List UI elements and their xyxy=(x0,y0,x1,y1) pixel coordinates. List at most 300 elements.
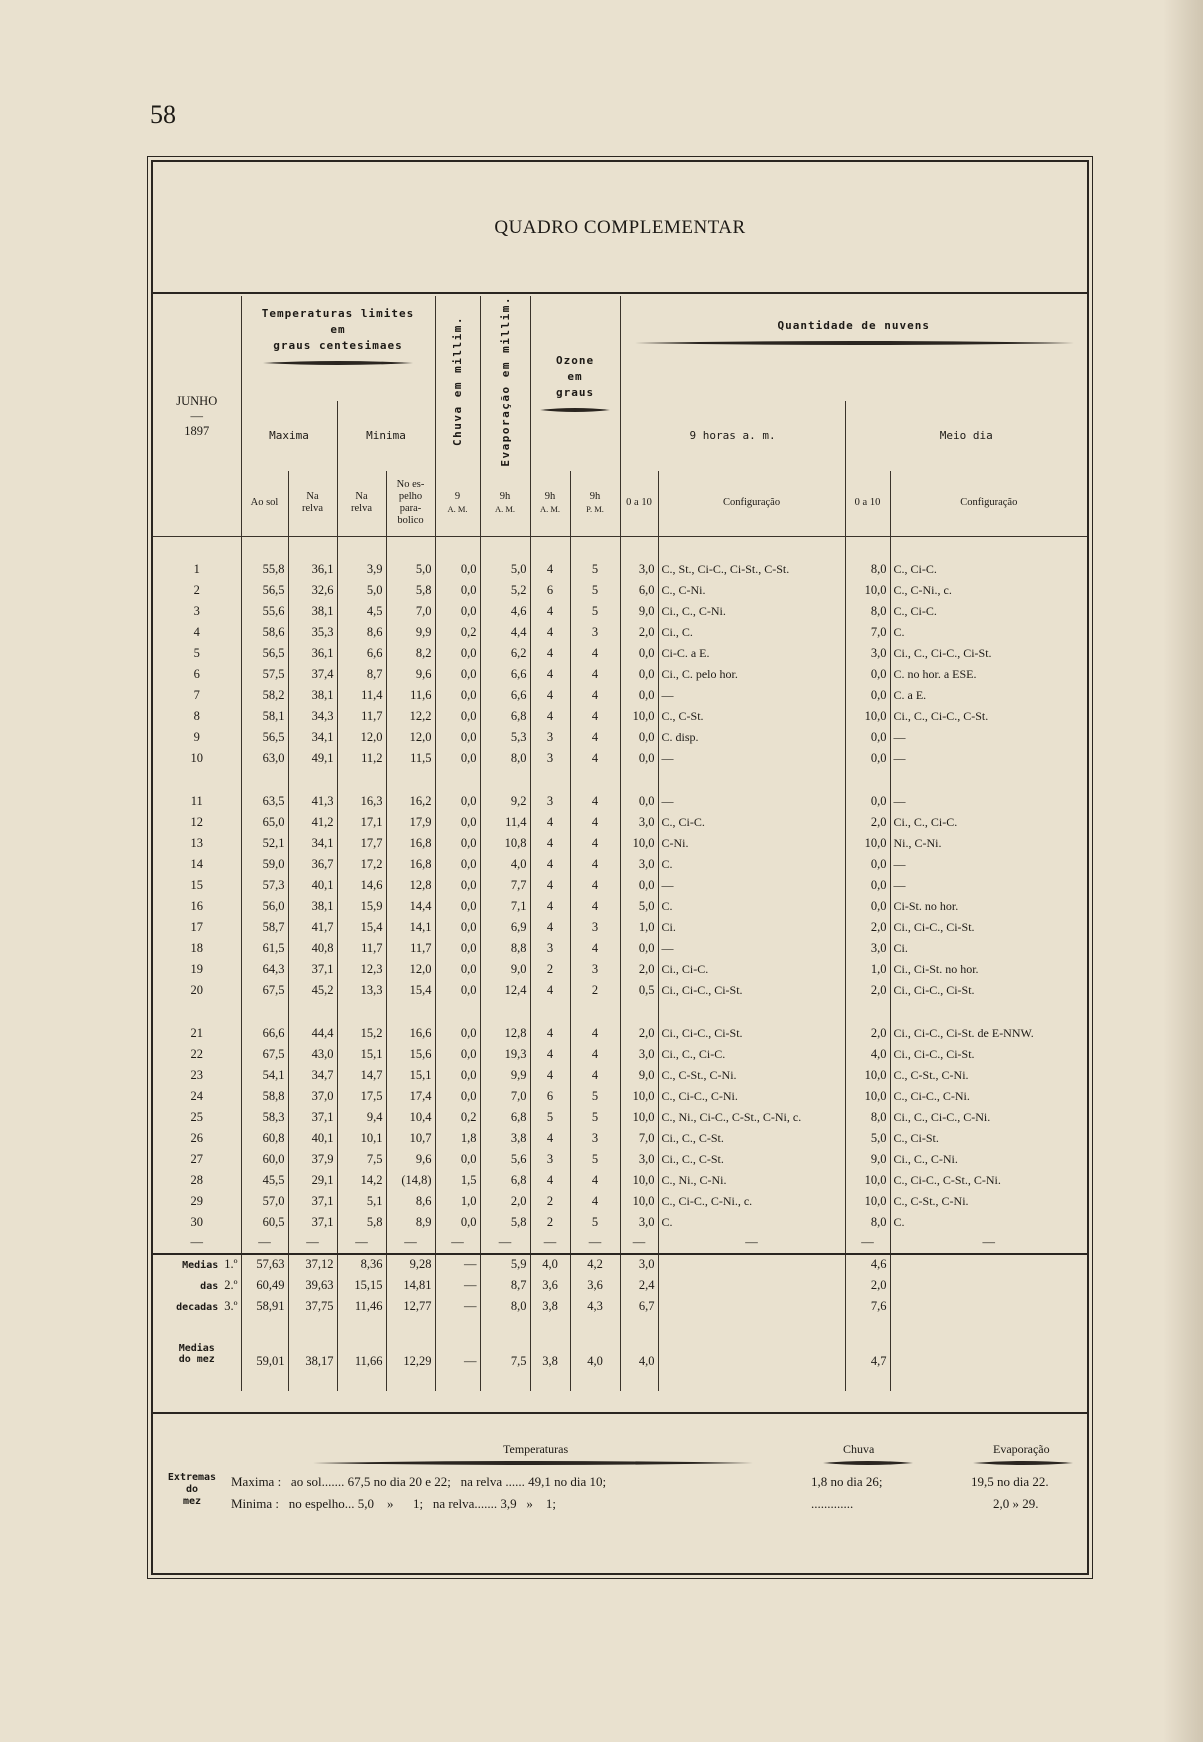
month-header: JUNHO — 1897 xyxy=(153,296,241,537)
extremes-temps-heading: Temperaturas xyxy=(503,1442,569,1456)
col-midday-0a10: 0 a 10 xyxy=(845,471,890,537)
table-cell: 9,28 xyxy=(386,1254,435,1275)
table-cell: 34,1 xyxy=(288,727,337,748)
table-cell: 6,7 xyxy=(620,1296,658,1317)
table-cell: 0,0 xyxy=(435,1065,480,1086)
table-cell: 11,4 xyxy=(337,685,386,706)
table-cell: 0,0 xyxy=(435,980,480,1001)
table-cell: 2,4 xyxy=(620,1275,658,1296)
table-cell: 60,0 xyxy=(241,1149,288,1170)
table-cell: 37,12 xyxy=(288,1254,337,1275)
table-cell: — xyxy=(658,685,845,706)
table-cell: 37,4 xyxy=(288,664,337,685)
table-cell: 4 xyxy=(570,833,620,854)
table-cell: Ci., Ci-C., Ci-St. xyxy=(893,919,975,934)
extremes-divider xyxy=(153,1412,1087,1414)
table-cell: 37,1 xyxy=(288,1212,337,1233)
table-cell: 11,4 xyxy=(480,812,530,833)
table-cell: 64,3 xyxy=(241,959,288,980)
table-cell: 0,0 xyxy=(845,685,890,706)
table-cell: 8,2 xyxy=(386,643,435,664)
table-cell: 2,0 xyxy=(620,1023,658,1044)
table-cell: 25 xyxy=(153,1107,241,1128)
table-cell: 58,3 xyxy=(241,1107,288,1128)
table-cell: 14,2 xyxy=(337,1170,386,1191)
table-cell: 4 xyxy=(153,622,241,643)
table-cell: 16,2 xyxy=(386,791,435,812)
table-cell: 56,0 xyxy=(241,896,288,917)
table-cell: 16,6 xyxy=(386,1023,435,1044)
table-cell: C., C-St., C-Ni. xyxy=(658,1065,845,1086)
table-cell: Ci., C., C-Ni. xyxy=(893,1151,958,1166)
table-cell: 11,5 xyxy=(386,748,435,769)
table-cell: 17,7 xyxy=(337,833,386,854)
table-cell: 38,1 xyxy=(288,896,337,917)
table-cell: 58,2 xyxy=(241,685,288,706)
table-cell: C., Ni., C-Ni. xyxy=(658,1170,845,1191)
table-cell xyxy=(658,1339,845,1369)
table-cell: 2 xyxy=(570,980,620,1001)
table-cell: 8,0 xyxy=(845,601,890,622)
table-cell: 60,49 xyxy=(241,1275,288,1296)
table-cell: 0,2 xyxy=(435,1107,480,1128)
table-cell: Ci., C. pelo hor. xyxy=(658,664,845,685)
table-cell: 4 xyxy=(530,643,570,664)
table-cell: 7,7 xyxy=(480,875,530,896)
page-shade xyxy=(1163,0,1203,1742)
month-mean-label-line: do mez xyxy=(178,1353,215,1365)
table-cell: — xyxy=(982,1235,996,1250)
table-cell: Ci. xyxy=(658,917,845,938)
table-cell: 41,2 xyxy=(288,812,337,833)
header-row-2 xyxy=(153,401,1087,470)
extremes-rain-max: 1,8 no dia 26; xyxy=(811,1474,883,1489)
table-cell: 12,8 xyxy=(386,875,435,896)
table-cell: 4 xyxy=(530,601,570,622)
table-cell: 65,0 xyxy=(241,812,288,833)
table-cell: 7,5 xyxy=(480,1339,530,1369)
table-cell: 4 xyxy=(530,980,570,1001)
table-cell: 9,0 xyxy=(845,1149,890,1170)
table-cell: C., C-St., C-Ni. xyxy=(893,1067,969,1082)
table-cell: 10,0 xyxy=(620,706,658,727)
table-cell: C., Ci-C., C-St., C-Ni. xyxy=(893,1172,1001,1187)
table-cell: 27 xyxy=(153,1149,241,1170)
clouds-group-header: Quantidade de nuvens xyxy=(620,296,1087,401)
table-cell: 5,8 xyxy=(386,580,435,601)
table-cell: 4 xyxy=(530,706,570,727)
table-cell: 4,6 xyxy=(845,1254,890,1275)
nine-hours-header: 9 horas a. m. xyxy=(620,401,845,470)
table-row xyxy=(153,980,1087,1001)
table-cell: 49,1 xyxy=(288,748,337,769)
table-cell: 45,5 xyxy=(241,1170,288,1191)
table-cell: 5,0 xyxy=(620,896,658,917)
table-row xyxy=(153,643,1087,664)
table-cell: 34,7 xyxy=(288,1065,337,1086)
table-cell: 40,8 xyxy=(288,938,337,959)
table-cell: 4,3 xyxy=(570,1296,620,1317)
table-cell: 15,15 xyxy=(337,1275,386,1296)
table-cell: 0,0 xyxy=(620,643,658,664)
table-cell: 40,1 xyxy=(288,1128,337,1149)
table-cell: 1,5 xyxy=(435,1170,480,1191)
table-cell: 11,2 xyxy=(337,748,386,769)
extremes-minima-line: Minima : no espelho... 5,0 » 1; na relva....... 3,9 » 1; xyxy=(231,1496,556,1511)
table-cell: 2,0 xyxy=(620,622,658,643)
table-cell: 7,5 xyxy=(337,1149,386,1170)
table-row xyxy=(153,685,1087,706)
table-cell: 63,5 xyxy=(241,791,288,812)
table-cell: 34,3 xyxy=(288,706,337,727)
table-cell: 0,0 xyxy=(435,601,480,622)
extremes-label: Extremas do mez xyxy=(167,1472,217,1507)
col-ozone-am: 9h A. M. xyxy=(530,471,570,537)
table-row xyxy=(153,812,1087,833)
table-row xyxy=(153,875,1087,896)
table-cell: 66,6 xyxy=(241,1023,288,1044)
table-cell xyxy=(658,1296,845,1317)
table-cell: 19 xyxy=(153,959,241,980)
table-cell: 1 xyxy=(153,559,241,580)
table-cell: 9,0 xyxy=(620,601,658,622)
table-cell: — xyxy=(530,1233,570,1254)
table-cell: 6 xyxy=(530,1086,570,1107)
table-cell: 37,1 xyxy=(288,959,337,980)
table-row xyxy=(153,1107,1087,1128)
table-cell: 1,0 xyxy=(435,1191,480,1212)
table-cell: 8,7 xyxy=(337,664,386,685)
table-cell: 3 xyxy=(153,601,241,622)
col-ozone-pm: 9h P. M. xyxy=(570,471,620,537)
table-cell: 8,0 xyxy=(480,748,530,769)
table-cell: 3 xyxy=(570,622,620,643)
table-cell: 4 xyxy=(570,706,620,727)
decade-number: 3.º xyxy=(224,1298,238,1313)
table-cell: 10,0 xyxy=(620,1107,658,1128)
table-cell: 10,0 xyxy=(845,833,890,854)
table-cell: 44,4 xyxy=(288,1023,337,1044)
table-cell: — xyxy=(893,877,906,892)
table-cell: 4,7 xyxy=(845,1339,890,1369)
table-cell: 3 xyxy=(530,1149,570,1170)
table-cell: 8,6 xyxy=(386,1191,435,1212)
table-cell: 63,0 xyxy=(241,748,288,769)
table-cell: 16,8 xyxy=(386,854,435,875)
table-cell: 9,6 xyxy=(386,1149,435,1170)
table-cell: 38,17 xyxy=(288,1339,337,1369)
table-cell: Ci., Ci-St. no hor. xyxy=(893,961,979,976)
table-cell xyxy=(890,1296,1087,1317)
table-cell: 14,1 xyxy=(386,917,435,938)
table-cell: 45,2 xyxy=(288,980,337,1001)
table-cell: 9 xyxy=(153,727,241,748)
table-cell: 11 xyxy=(153,791,241,812)
table-cell xyxy=(890,1254,1087,1275)
table-cell: 36,1 xyxy=(288,643,337,664)
extremes-evap-min: 2,0 » 29. xyxy=(993,1496,1039,1511)
table-cell: 7,0 xyxy=(386,601,435,622)
table-cell: 4 xyxy=(530,1044,570,1065)
table-cell: 12,8 xyxy=(480,1023,530,1044)
table-cell: 3,6 xyxy=(530,1275,570,1296)
table-cell: 56,5 xyxy=(241,727,288,748)
table-cell: 4 xyxy=(530,1065,570,1086)
table-row xyxy=(153,1023,1087,1044)
table-cell: Ci., C., Ci-C. xyxy=(658,1044,845,1065)
table-cell: 0,0 xyxy=(435,938,480,959)
table-cell: 39,63 xyxy=(288,1275,337,1296)
table-cell: 4 xyxy=(570,685,620,706)
table-cell: 4 xyxy=(570,938,620,959)
table-cell: 17,2 xyxy=(337,854,386,875)
table-cell: — xyxy=(435,1233,480,1254)
table-cell: 0,0 xyxy=(845,727,890,748)
decade-group-label: Medias xyxy=(182,1260,219,1272)
decade-number: 2.º xyxy=(224,1277,238,1292)
table-cell: 58,91 xyxy=(241,1296,288,1317)
table-cell: 15,2 xyxy=(337,1023,386,1044)
table-cell: 5,8 xyxy=(337,1212,386,1233)
table-cell: 5,9 xyxy=(480,1254,530,1275)
table-cell: 56,5 xyxy=(241,580,288,601)
table-cell: 0,0 xyxy=(435,643,480,664)
table-cell: 0,0 xyxy=(435,875,480,896)
table-cell: 10,0 xyxy=(620,1170,658,1191)
table-cell: 24 xyxy=(153,1086,241,1107)
table-cell: 4 xyxy=(530,559,570,580)
table-cell: 14,81 xyxy=(386,1275,435,1296)
table-cell: 4 xyxy=(530,833,570,854)
extremes-evap-heading: Evaporação xyxy=(993,1442,1050,1456)
table-cell: 43,0 xyxy=(288,1044,337,1065)
table-cell: 52,1 xyxy=(241,833,288,854)
table-cell: 9,9 xyxy=(480,1065,530,1086)
table-cell: 57,0 xyxy=(241,1191,288,1212)
table-cell: 8,6 xyxy=(337,622,386,643)
table-cell: 4 xyxy=(530,685,570,706)
table-cell: 0,0 xyxy=(845,791,890,812)
table-cell: 4 xyxy=(570,1170,620,1191)
table-cell: 0,0 xyxy=(845,748,890,769)
table-cell: Ci. xyxy=(893,940,908,955)
table-row xyxy=(153,1128,1087,1149)
table-cell: 5 xyxy=(153,643,241,664)
table-cell: 14 xyxy=(153,854,241,875)
table-cell: C., Ci-C. xyxy=(658,812,845,833)
table-cell: Ci., C., C-St. xyxy=(658,1128,845,1149)
table-cell: 0,0 xyxy=(620,748,658,769)
table-cell: 3,0 xyxy=(845,643,890,664)
table-cell: 4,0 xyxy=(570,1339,620,1369)
table-cell: Ci., Ci-C., Ci-St. xyxy=(658,1023,845,1044)
decorative-rule-icon xyxy=(634,340,1074,346)
table-cell: 3,0 xyxy=(845,938,890,959)
table-cell: 55,6 xyxy=(241,601,288,622)
table-cell: 0,2 xyxy=(435,622,480,643)
decade-label xyxy=(153,1296,241,1317)
table-cell: 4 xyxy=(570,748,620,769)
table-frame xyxy=(151,160,1089,1575)
table-cell: 0,0 xyxy=(845,854,890,875)
table-cell: 4,4 xyxy=(480,622,530,643)
table-cell: 5,8 xyxy=(480,1212,530,1233)
table-cell: 54,1 xyxy=(241,1065,288,1086)
table-cell: — xyxy=(658,791,845,812)
extremes-maxima-line: Maxima : ao sol....... 67,5 no dia 20 e 22; na relva ...... 49,1 no dia 10; xyxy=(231,1474,607,1489)
table-cell: 4 xyxy=(530,622,570,643)
table-cell: 6,0 xyxy=(620,580,658,601)
decorative-rule-icon xyxy=(973,1460,1073,1466)
table-cell: 9,0 xyxy=(480,959,530,980)
table-cell: 3,6 xyxy=(570,1275,620,1296)
col-chuva-9am: 9 A. M. xyxy=(435,471,480,537)
table-cell: 7,0 xyxy=(845,622,890,643)
table-cell: Ci., Ci-C. xyxy=(658,959,845,980)
table-cell: 4 xyxy=(530,1023,570,1044)
table-cell: — xyxy=(893,729,906,744)
table-cell: 2 xyxy=(153,580,241,601)
table-cell: 4 xyxy=(530,896,570,917)
table-cell: 3 xyxy=(570,1128,620,1149)
table-cell: C. xyxy=(658,896,845,917)
table-cell: 6,6 xyxy=(337,643,386,664)
table-cell: C-Ni. xyxy=(658,833,845,854)
table-cell: 0,0 xyxy=(845,664,890,685)
table-cell: 4,0 xyxy=(480,854,530,875)
table-cell: 0,0 xyxy=(620,685,658,706)
table-cell: 0,0 xyxy=(435,1149,480,1170)
table-cell: 18 xyxy=(153,938,241,959)
table-cell: 58,1 xyxy=(241,706,288,727)
rain-header: Chuva em millim. xyxy=(435,296,480,471)
table-cell: 37,9 xyxy=(288,1149,337,1170)
table-cell: 56,5 xyxy=(241,643,288,664)
table-cell: 15,4 xyxy=(337,917,386,938)
table-cell: 4 xyxy=(530,664,570,685)
table-cell: 10,0 xyxy=(620,1191,658,1212)
table-cell: 10,1 xyxy=(337,1128,386,1149)
midday-header: Meio dia xyxy=(939,429,993,443)
decorative-rule-icon xyxy=(313,1460,753,1466)
table-cell: 6,8 xyxy=(480,1170,530,1191)
table-cell: 5,2 xyxy=(480,580,530,601)
table-cell: C., C-St., C-Ni. xyxy=(893,1193,969,1208)
table-cell: 15,1 xyxy=(386,1065,435,1086)
table-cell: — xyxy=(288,1233,337,1254)
header-row-3 xyxy=(153,471,1087,537)
table-row xyxy=(153,1149,1087,1170)
table-cell: 5,1 xyxy=(337,1191,386,1212)
table-cell: 2,0 xyxy=(845,980,890,1001)
table-cell: 10,0 xyxy=(845,706,890,727)
table-cell: 4,0 xyxy=(620,1339,658,1369)
table-cell: 12,2 xyxy=(386,706,435,727)
table-cell: C., Ci-C. xyxy=(893,603,937,618)
table-row xyxy=(153,748,1087,769)
table-row xyxy=(153,791,1087,812)
header-row-1 xyxy=(153,296,1087,401)
table-cell: 11,46 xyxy=(337,1296,386,1317)
table-cell: 10,0 xyxy=(845,580,890,601)
table-cell: C., C-Ni., c. xyxy=(893,582,952,597)
table-cell: — xyxy=(893,750,906,765)
table-cell: 5 xyxy=(570,1086,620,1107)
table-cell: 2,0 xyxy=(845,812,890,833)
table-cell: 6,8 xyxy=(480,1107,530,1128)
table-cell: 17,9 xyxy=(386,812,435,833)
table-cell: 3,0 xyxy=(620,1149,658,1170)
table-cell: 0,0 xyxy=(620,664,658,685)
spacer-row xyxy=(153,769,1087,791)
table-cell: C., Ci-C. xyxy=(893,561,937,576)
table-cell: 57,3 xyxy=(241,875,288,896)
table-cell: 9,0 xyxy=(620,1065,658,1086)
table-cell: — xyxy=(658,748,845,769)
table-cell: 23 xyxy=(153,1065,241,1086)
table-cell: 2,0 xyxy=(480,1191,530,1212)
table-cell: 10,0 xyxy=(845,1086,890,1107)
table-cell: 60,8 xyxy=(241,1128,288,1149)
decade-label xyxy=(153,1275,241,1296)
table-cell: — xyxy=(386,1233,435,1254)
table-cell: 4 xyxy=(570,896,620,917)
table-cell: 0,0 xyxy=(845,896,890,917)
col-ao-sol: Ao sol xyxy=(241,471,288,537)
table-cell: 5 xyxy=(570,601,620,622)
table-cell: Ni., C-Ni. xyxy=(893,835,942,850)
table-row xyxy=(153,896,1087,917)
table-cell: 6,2 xyxy=(480,643,530,664)
table-cell: 8,9 xyxy=(386,1212,435,1233)
table-cell: 10,7 xyxy=(386,1128,435,1149)
table-cell: 17,4 xyxy=(386,1086,435,1107)
table-cell: 1,0 xyxy=(620,917,658,938)
table-cell: 0,0 xyxy=(435,706,480,727)
table-cell: 34,1 xyxy=(288,833,337,854)
dash-row xyxy=(153,1233,1087,1254)
table-row xyxy=(153,1212,1087,1233)
table-cell: 9,6 xyxy=(386,664,435,685)
table-cell: 6,6 xyxy=(480,664,530,685)
table-cell: 38,1 xyxy=(288,601,337,622)
table-cell: 58,8 xyxy=(241,1086,288,1107)
table-cell: — xyxy=(845,1233,890,1254)
table-cell: 57,63 xyxy=(241,1254,288,1275)
table-cell: 4,0 xyxy=(845,1044,890,1065)
table-cell: 9,2 xyxy=(480,791,530,812)
table-cell: 8,36 xyxy=(337,1254,386,1275)
table-cell: 30 xyxy=(153,1212,241,1233)
table-cell: Ci., C., Ci-C. xyxy=(893,814,958,829)
table-cell: 5 xyxy=(570,1107,620,1128)
table-cell: 8,0 xyxy=(480,1296,530,1317)
table-cell: — xyxy=(337,1233,386,1254)
table-cell: 12,0 xyxy=(337,727,386,748)
table-cell: 2 xyxy=(530,1212,570,1233)
table-cell: 10,8 xyxy=(480,833,530,854)
table-cell: 0,0 xyxy=(620,875,658,896)
table-cell: 4 xyxy=(570,727,620,748)
table-cell: 13 xyxy=(153,833,241,854)
decade-mean-row xyxy=(153,1254,1087,1275)
table-cell: 0,0 xyxy=(435,1086,480,1107)
table-cell: 4 xyxy=(570,791,620,812)
table-cell: — xyxy=(480,1233,530,1254)
table-cell: C. xyxy=(893,1214,905,1229)
table-cell: 12,0 xyxy=(386,959,435,980)
table-cell: 2 xyxy=(530,1191,570,1212)
